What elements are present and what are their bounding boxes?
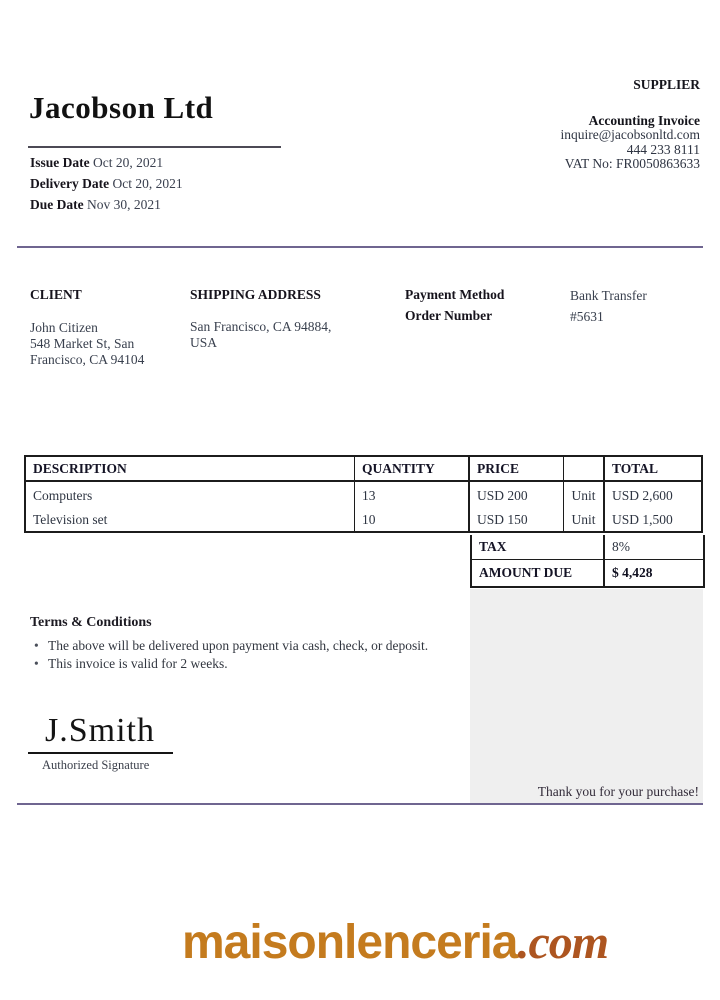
- item-unit: Unit: [564, 482, 605, 509]
- delivery-date-value: Oct 20, 2021: [112, 175, 183, 191]
- dates-divider-line: [28, 146, 281, 148]
- signature-label: Authorized Signature: [42, 758, 150, 772]
- watermark-site-name: maisonlenceria: [182, 916, 518, 969]
- shipping-address-heading: SHIPPING ADDRESS: [190, 287, 321, 302]
- table-header-total: TOTAL: [605, 457, 701, 482]
- client-address-line: Francisco, CA 94104: [30, 352, 145, 368]
- client-address-line: John Citizen: [30, 320, 98, 335]
- due-date-row: [30, 195, 183, 216]
- item-total: USD 2,600: [612, 487, 673, 503]
- footer-panel: [470, 589, 703, 803]
- company-name: Jacobson Ltd: [29, 90, 214, 125]
- invoice-items-table: [24, 455, 703, 533]
- item-description: Computers: [26, 482, 355, 509]
- client-address: [30, 320, 144, 369]
- shipping-address-line: USA: [190, 335, 218, 351]
- order-number-label: Order Number: [405, 308, 493, 323]
- item-price: USD 200: [470, 482, 564, 509]
- amount-due-value: $ 4,428: [612, 565, 653, 580]
- signature-name: J.Smith: [45, 712, 155, 749]
- issue-date-row: [30, 153, 183, 174]
- shipping-address-line: San Francisco, CA 94884,: [190, 319, 332, 334]
- delivery-date-row: [30, 174, 183, 195]
- item-quantity: 13: [355, 482, 470, 509]
- item-total: USD 1,500: [612, 512, 673, 527]
- table-header-price: PRICE: [470, 457, 564, 482]
- signature-line: [28, 752, 173, 754]
- supplier-phone: 444 233 8111: [626, 141, 700, 157]
- client-address-line: 548 Market St, San: [30, 336, 135, 352]
- terms-heading: Terms & Conditions: [30, 615, 152, 630]
- table-header-unit: [564, 457, 605, 482]
- watermark: [182, 915, 608, 970]
- table-header-description: DESCRIPTION: [26, 457, 355, 482]
- item-unit: Unit: [564, 509, 605, 531]
- payment-method-label: Payment Method: [405, 287, 505, 302]
- issue-date-label: Issue Date: [30, 155, 90, 170]
- due-date-value: Nov 30, 2021: [87, 196, 161, 212]
- client-heading: CLIENT: [30, 287, 82, 302]
- payment-method-value: Bank Transfer: [570, 288, 647, 303]
- item-quantity: 10: [355, 509, 470, 531]
- supplier-heading: SUPPLIER: [633, 77, 700, 92]
- terms-item: • The above will be delivered upon payment via cash, check, or deposit.: [30, 637, 428, 655]
- invoice-type-label: Accounting Invoice: [588, 112, 700, 128]
- item-description: Television set: [26, 509, 355, 531]
- order-number-value: #5631: [570, 309, 604, 324]
- terms-and-conditions: [30, 615, 428, 673]
- item-price: USD 150: [470, 509, 564, 531]
- shipping-address: [190, 319, 365, 351]
- table-header-quantity: QUANTITY: [355, 457, 470, 482]
- tax-label: TAX: [472, 535, 605, 560]
- tax-value: 8%: [605, 535, 703, 560]
- supplier-info-block: [560, 78, 700, 172]
- supplier-vat-number: VAT No: FR0050863633: [564, 156, 700, 171]
- thank-you-note: Thank you for your purchase!: [537, 784, 699, 799]
- terms-item: • This invoice is valid for 2 weeks.: [30, 655, 428, 673]
- watermark-domain-suffix: .com: [517, 916, 609, 969]
- invoice-dates-block: [30, 153, 183, 215]
- invoice-summary-table: [470, 535, 705, 588]
- due-date-label: Due Date: [30, 196, 84, 212]
- delivery-date-label: Delivery Date: [30, 175, 110, 191]
- footer-divider-line: [17, 803, 703, 805]
- issue-date-value: Oct 20, 2021: [93, 155, 164, 170]
- supplier-email: inquire@jacobsonltd.com: [560, 127, 700, 142]
- header-divider-line: [17, 246, 703, 248]
- amount-due-label: AMOUNT DUE: [472, 560, 605, 586]
